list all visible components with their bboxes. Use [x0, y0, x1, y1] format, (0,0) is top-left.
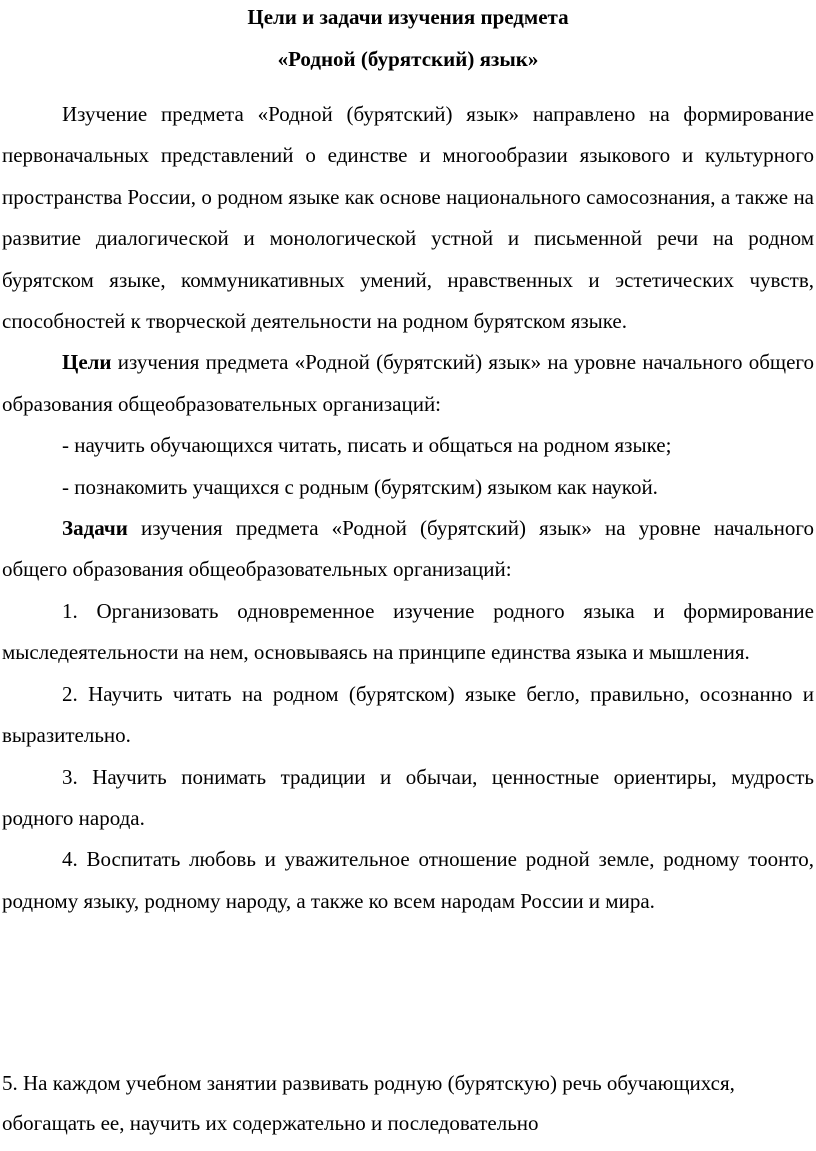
task-item-5: 5. На каждом учебном занятии развивать родную (бурятскую) речь обучающихся, обогащать ее, научить их содержательно и последовательно — [2, 1071, 735, 1135]
document-body — [2, 94, 814, 922]
task-item-1: 1. Организовать одновременное изучение родного языка и формирование мыследеятельности на нем, основываясь на принципе единства языка и мышления. — [2, 598, 814, 665]
goal-item-2: - познакомить учащихся с родным (бурятским) языком как наукой. — [62, 474, 658, 499]
task-item-4: 4. Воспитать любовь и уважительное отношение родной земле, родному тоонто, родному языку, родному народу, а также ко всем народам России и мира. — [2, 847, 814, 913]
task-item-2: 2. Научить читать на родном (бурятском) языке бегло, правильно, осознанно и выразительно. — [2, 681, 814, 748]
document-title-line-2: «Родной (бурятский) язык» — [277, 47, 539, 71]
goals-paragraph — [2, 342, 814, 425]
goal-item-1: - научить обучающихся читать, писать и общаться на родном языке; — [62, 433, 672, 458]
document-body-continued — [2, 1063, 814, 1143]
tasks-paragraph — [2, 508, 814, 591]
goals-text: изучения предмета «Родной (бурятский) язык» на уровне начального общего образования общеобразовательных организаций: — [2, 350, 814, 416]
tasks-label: Задачи — [62, 516, 128, 541]
task-item-3: 3. Научить понимать традиции и обычаи, ценностные ориентиры, мудрость родного народа. — [2, 764, 814, 830]
intro-paragraph: Изучение предмета «Родной (бурятский) язык» направлено на формирование первоначальных представлений о единстве и многообразии языкового и культурного пространства России, о родном языке как основе национального самосознания, а также на развитие диалогической и монологической устной и письменной речи на родном бурятском языке, коммуникативных умений, нравственных и эстетических чувств, способностей к творческой деятельности на родном бурятском языке. — [2, 102, 814, 334]
document-title-line-1: Цели и задачи изучения предмета — [247, 5, 569, 29]
tasks-text: изучения предмета «Родной (бурятский) язык» на уровне начального общего образования общеобразовательных организаций: — [2, 516, 814, 582]
goals-label: Цели — [62, 350, 112, 375]
